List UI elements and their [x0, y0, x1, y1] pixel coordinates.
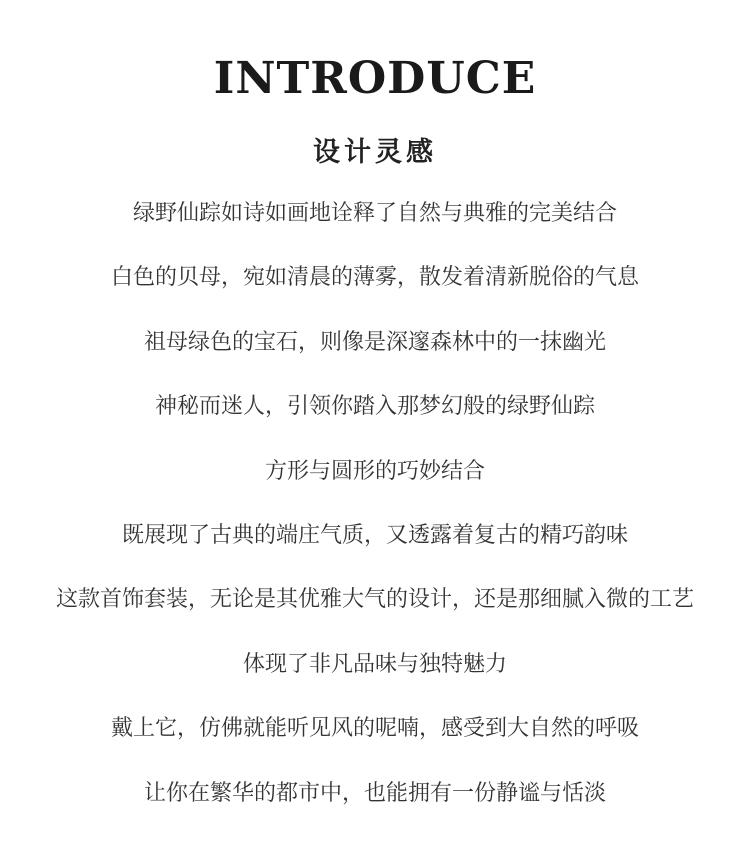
description-line: 既展现了古典的端庄气质，又透露着复古的精巧韵味 [121, 522, 628, 548]
description-line: 白色的贝母，宛如清晨的薄雾，散发着清新脱俗的气息 [110, 265, 639, 291]
description-line: 绿野仙踪如诗如画地诠释了自然与典雅的完美结合 [132, 201, 617, 226]
description-line: 体现了非凡品味与独特魅力 [242, 651, 507, 677]
description-line: 祖母绿色的宝石，则像是深邃森林中的一抹幽光 [143, 329, 606, 355]
description-line: 这款首饰套装，无论是其优雅大气的设计，还是那细腻入微的工艺 [55, 587, 694, 613]
description-line: 方形与圆形的巧妙结合 [264, 458, 485, 484]
section-subtitle: 设计灵感 [313, 137, 437, 168]
description-line: 神秘而迷人，引领你踏入那梦幻般的绿野仙踪 [154, 394, 595, 420]
description-line: 让你在繁华的都市中，也能拥有一份静谧与恬淡 [143, 780, 606, 806]
description-line: 戴上它，仿佛就能听见风的呢喃，感受到大自然的呼吸 [110, 716, 639, 742]
description-lines [0, 197, 750, 841]
page-title: INTRODUCE [213, 53, 537, 104]
